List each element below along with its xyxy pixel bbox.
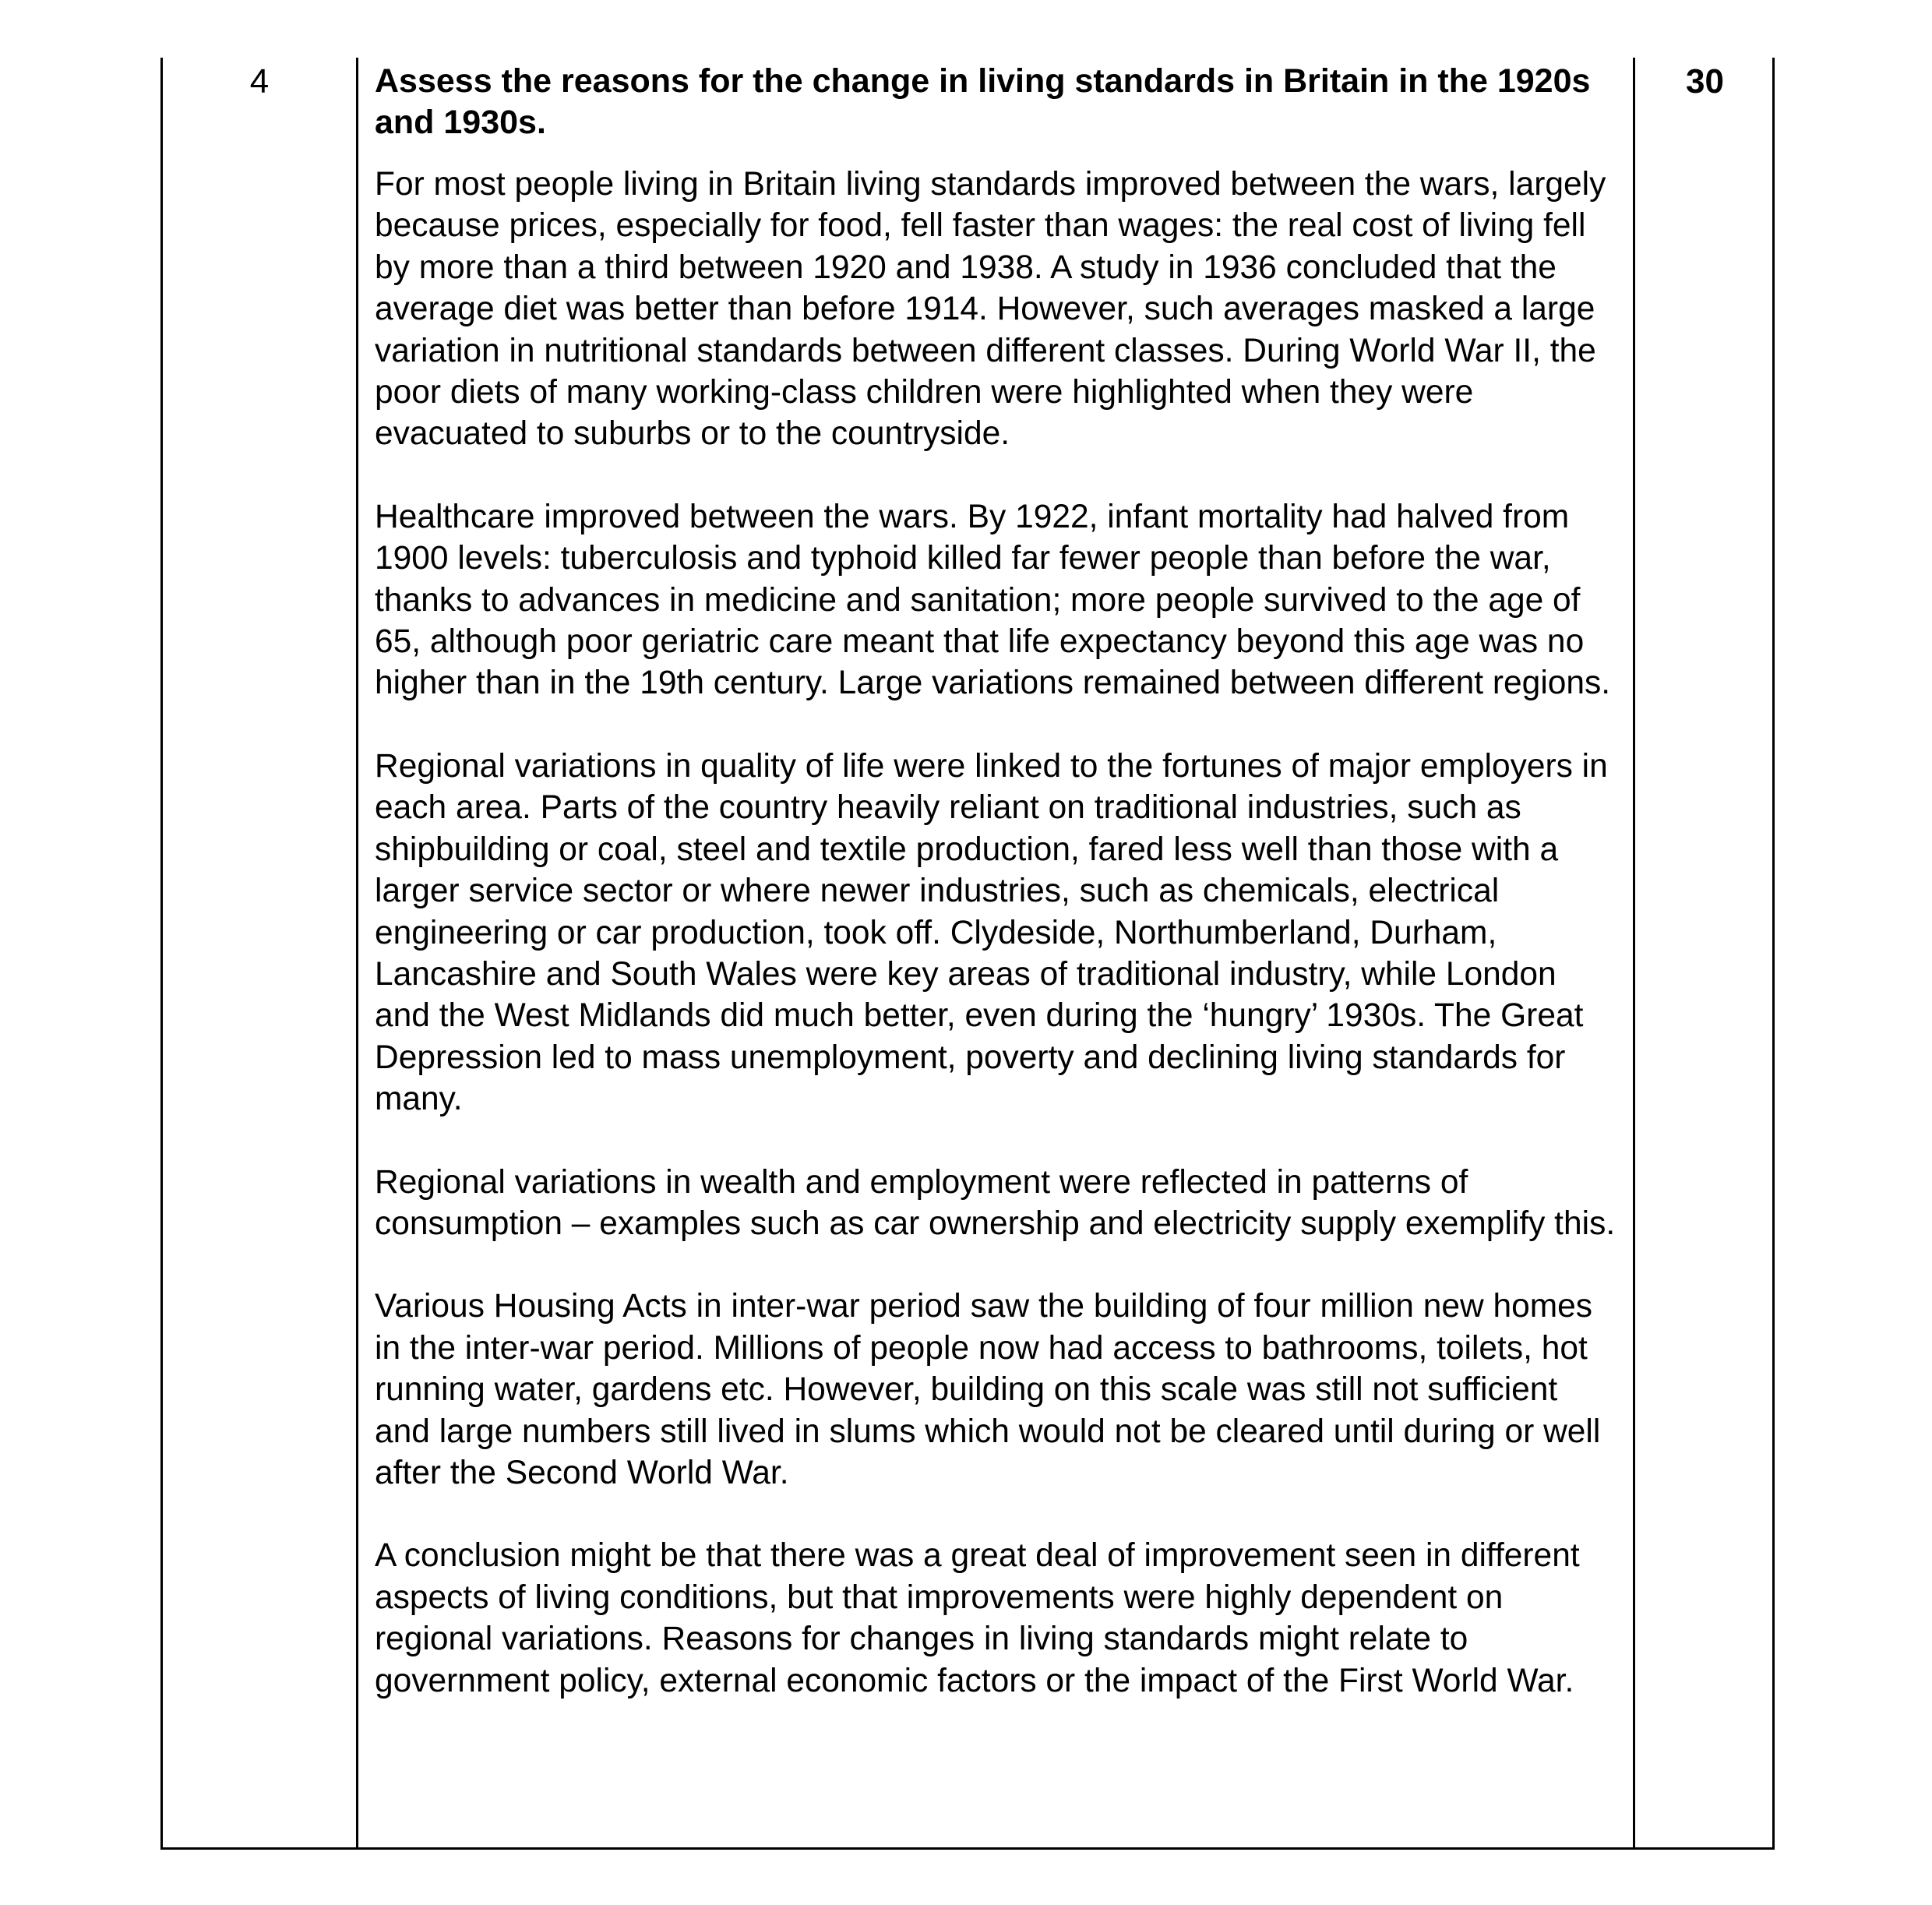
answer-content-cell: [375, 61, 1620, 1743]
answer-paragraph-living-standards: For most people living in Britain living standards improved between the wars, largely because prices, especially for food, fell faster than wages: the real cost of living fell by more than a third between 1920 and 1938. A study in 1936 concluded that the average diet was better than before 1914. However, such averages masked a large variation in nutritional standards between different classes. During World War II, the poor diets of many working-class children were highlighted when they were evacuated to suburbs or to the countryside.: [375, 166, 1606, 453]
column-divider-right: [1633, 58, 1635, 1847]
question-number: 4: [249, 62, 270, 101]
column-divider-left: [356, 58, 358, 1847]
answer-paragraph-consumption: Regional variations in wealth and employment were reflected in patterns of consumption – examples such as car ownership and electricity supply exemplify this.: [375, 1163, 1616, 1242]
answer-paragraph-conclusion: A conclusion might be that there was a great deal of improvement seen in different aspects of living conditions, but that improvements were highly dependent on regional variations. Reasons for changes in living standards might relate to government policy, external economic factors or the impact of the First World War.: [375, 1537, 1580, 1699]
answer-paragraph-housing: Various Housing Acts in inter-war period saw the building of four million new homes in the inter-war period. Millions of people now had access to bathrooms, toilets, hot running water, gardens etc. However, building on this scale was still not sufficient and large numbers still lived in slums which would not be cleared until during or well after the Second World War.: [375, 1288, 1601, 1491]
question-title: Assess the reasons for the change in living standards in Britain in the 1920s and 1930s.: [375, 62, 1591, 141]
answer-paragraph-healthcare: Healthcare improved between the wars. By 1922, infant mortality had halved from 1900 levels: tuberculosis and typhoid killed far fewer people than before the war, thanks to advances in medicine and sanitation; more people survived to the age of 65, although poor geriatric care meant that life expectancy beyond this age was no higher than in the 19th century. Large variations remained between different regions.: [375, 498, 1611, 702]
marks-value: 30: [1686, 62, 1724, 101]
answer-paragraph-regional-variations: Regional variations in quality of life were linked to the fortunes of major employers in each area. Parts of the country heavily reliant on traditional industries, such as shipbuilding or coal, steel and textile production, fared less well than those with a larger service sector or where newer industries, such as chemicals, electrical engineering or car production, took off. Clydeside, Northumberland, Durham, Lancashire and South Wales were key areas of traditional industry, while London and the West Midlands did much better, even during the ‘hungry’ 1930s. The Great Depression led to mass unemployment, poverty and declining living standards for many.: [375, 747, 1608, 1118]
mark-scheme-table: [160, 58, 1775, 1850]
